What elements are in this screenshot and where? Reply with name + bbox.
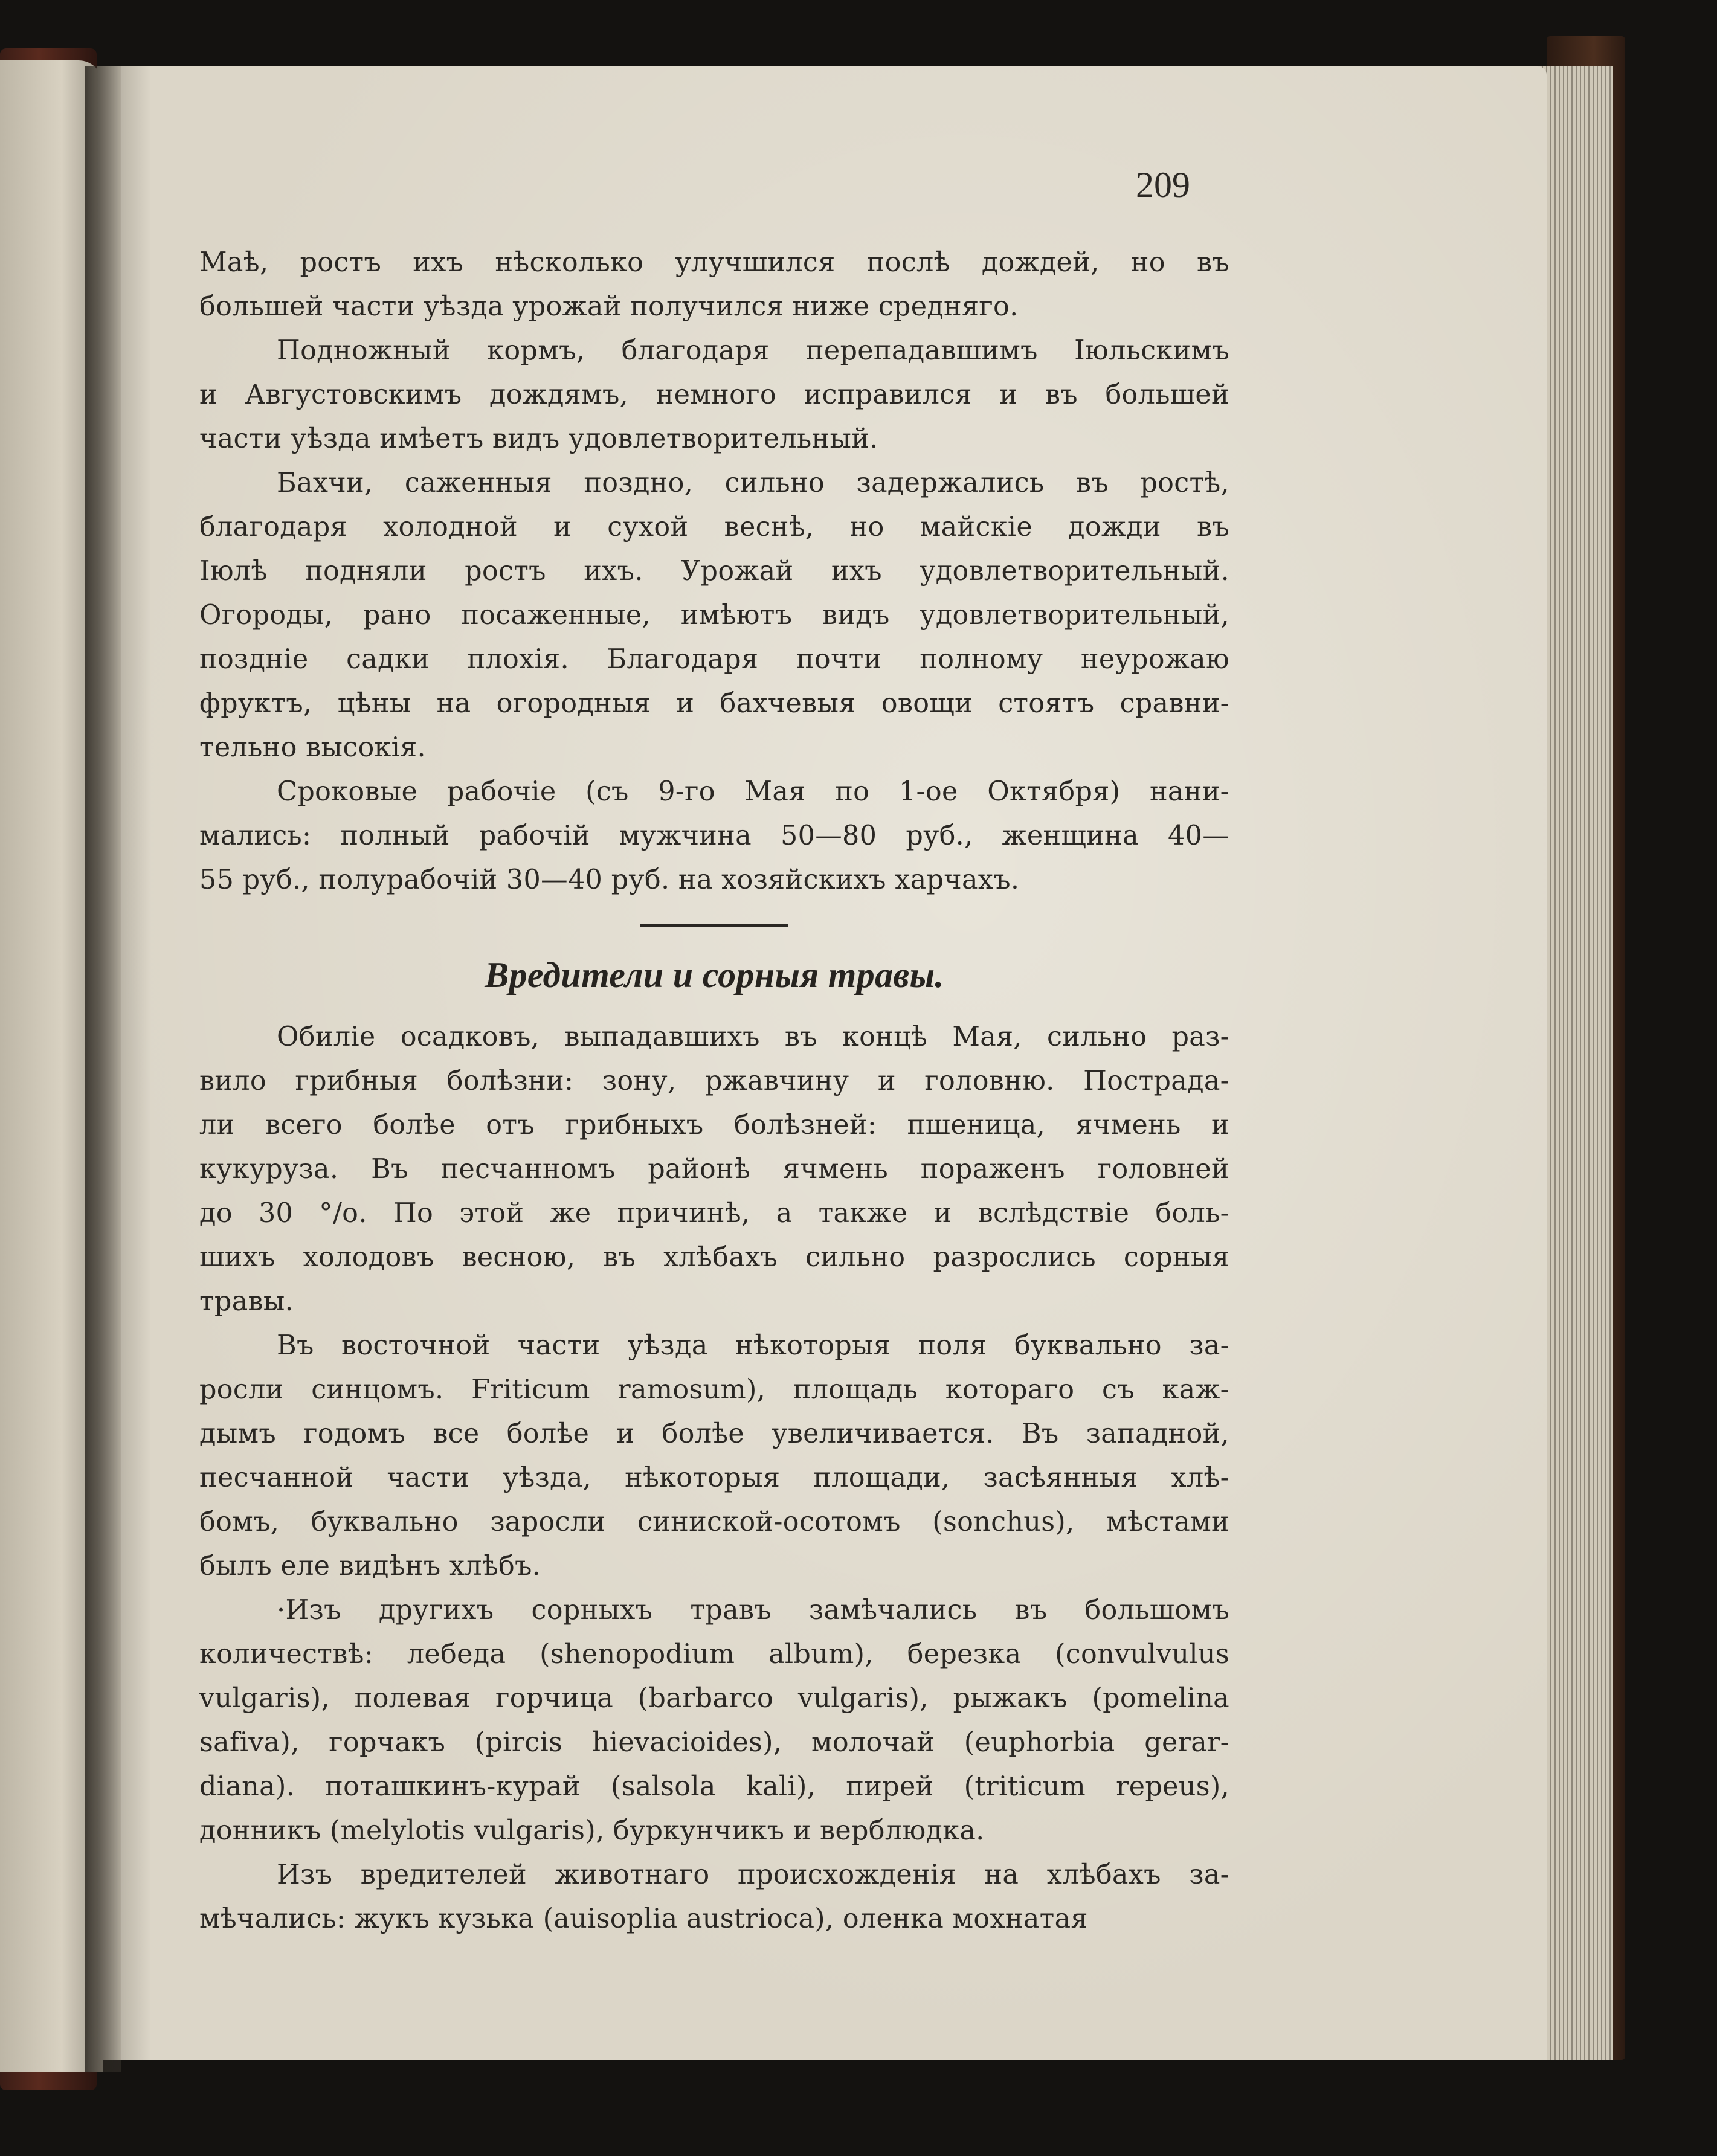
paragraphs-after-section	[199, 1015, 1229, 1941]
text-line: вило грибныя болѣзни: зону, ржавчину и головню. Пострада-	[199, 1066, 1229, 1096]
text-line: Въ восточной части уѣзда нѣкоторыя поля буквально за-	[277, 1330, 1229, 1361]
text-line: Сроковые рабочіе (съ 9-го Мая по 1-ое Октября) нани-	[277, 776, 1229, 807]
text-line: бомъ, буквально заросли синиской-осотомъ (sonchus), мѣстами	[199, 1507, 1229, 1537]
section-divider	[640, 924, 788, 927]
text-line: и Августовскимъ дождямъ, немного исправился и въ большей	[199, 379, 1229, 410]
text-line: Огороды, рано посаженные, имѣютъ видъ удовлетворительный,	[199, 600, 1229, 631]
text-line: до 30 °/о. По этой же причинѣ, а также и вслѣдствіе боль-	[199, 1198, 1229, 1229]
text-line: благодаря холодной и сухой веснѣ, но майскіе дожди въ	[199, 512, 1229, 542]
page-number: 209	[1136, 165, 1190, 205]
text-line: ли всего болѣе отъ грибныхъ болѣзней: пшеница, ячмень и	[199, 1110, 1229, 1141]
text-line: шихъ холодовъ весною, въ хлѣбахъ сильно разрослись сорныя	[199, 1242, 1229, 1273]
text-line: дымъ годомъ все болѣе и болѣе увеличивается. Въ западной,	[199, 1418, 1229, 1449]
text-line: diana). поташкинъ-курай (salsola kali), пирей (triticum repeus),	[199, 1771, 1229, 1802]
text-line: большей части уѣзда урожай получился ниже средняго.	[199, 291, 1019, 322]
text-line: мѣчались: жукъ кузька (auisoplia austrioca), оленка мохнатая	[199, 1903, 1088, 1934]
text-line: Изъ вредителей животнаго происхожденія на хлѣбахъ за-	[277, 1859, 1229, 1890]
text-line: Бахчи, саженныя поздно, сильно задержались въ ростѣ,	[277, 468, 1229, 498]
text-line: Обиліе осадковъ, выпадавшихъ въ концѣ Мая, сильно раз-	[277, 1022, 1229, 1052]
text-line: донникъ (melylotis vulgaris), буркунчикъ и верблюдка.	[199, 1815, 985, 1846]
text-line: травы.	[199, 1286, 294, 1317]
text-line: Іюлѣ подняли ростъ ихъ. Урожай ихъ удовлетворительный.	[199, 556, 1229, 587]
paragraphs-before-section	[199, 240, 1229, 902]
page-gutter	[85, 66, 121, 2072]
text-line: vulgaris), полевая горчица (barbarco vulgaris), рыжакъ (pomelina	[199, 1683, 1229, 1714]
text-line: росли синцомъ. Friticum ramosum), площадь котораго съ каж-	[199, 1374, 1229, 1405]
text-line: части уѣзда имѣетъ видъ удовлетворительный.	[199, 423, 878, 454]
text-line: кукуруза. Въ песчанномъ районѣ ячмень пораженъ головней	[199, 1154, 1229, 1185]
text-line: Маѣ, ростъ ихъ нѣсколько улучшился послѣ дождей, но въ	[199, 247, 1229, 278]
text-line: количествѣ: лебеда (shenopodium album), березка (convulvulus	[199, 1639, 1229, 1670]
text-line: поздніе садки плохія. Благодаря почти полному неурожаю	[199, 644, 1229, 675]
section-title: Вредители и сорныя травы.	[485, 955, 944, 995]
text-line: Подножный кормъ, благодаря перепадавшимъ Іюльскимъ	[277, 335, 1229, 366]
text-line: ·Изъ другихъ сорныхъ травъ замѣчались въ большомъ	[277, 1595, 1229, 1626]
text-line: 55 руб., полурабочій 30—40 руб. на хозяйскихъ харчахъ.	[199, 864, 1020, 895]
text-line: тельно высокія.	[199, 732, 426, 763]
text-line: песчанной части уѣзда, нѣкоторыя площади, засѣянныя хлѣ-	[199, 1463, 1229, 1493]
text-line: фруктъ, цѣны на огородныя и бахчевыя овощи стоятъ сравни-	[199, 688, 1229, 719]
text-line: safiva), горчакъ (pircis hievacioides), молочай (euphorbia gerar-	[199, 1727, 1229, 1758]
page-text	[199, 240, 1229, 1941]
text-line: былъ еле видѣнъ хлѣбъ.	[199, 1551, 541, 1582]
text-line: мались: полный рабочій мужчина 50—80 руб., женщина 40—	[199, 820, 1229, 851]
